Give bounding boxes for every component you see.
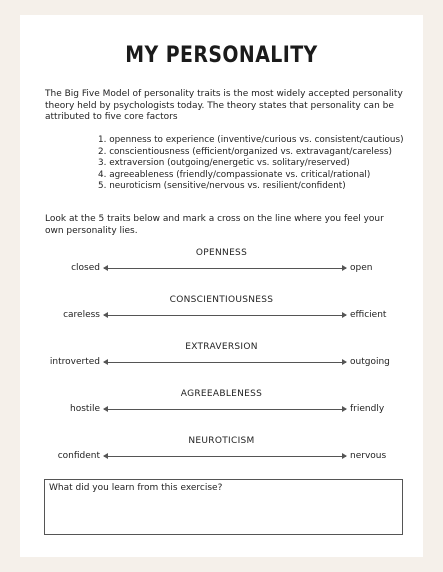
scale-low-label: introverted — [49, 357, 100, 367]
reflection-prompt: What did you learn from this exercise? — [49, 483, 223, 493]
rating-line[interactable] — [104, 456, 346, 457]
page-title: MY PERSONALITY — [125, 43, 318, 68]
rating-line[interactable] — [104, 409, 346, 410]
scale-high-label: open — [350, 263, 373, 273]
intro-paragraph: The Big Five Model of personality traits is the most widely accepted personality theory held by psychologists today. The theory states that personality can be attributed to five core factors — [45, 89, 403, 123]
trait-label: OPENNESS — [195, 248, 248, 258]
agreeableness-scale — [20, 389, 423, 419]
rating-line[interactable] — [104, 315, 346, 316]
rating-line[interactable] — [104, 268, 346, 269]
trait-label: AGREEABLENESS — [180, 389, 263, 399]
scale-high-label: friendly — [350, 404, 385, 414]
factor-item: 1. openness to experience (inventive/curious vs. consistent/cautious) — [98, 135, 404, 145]
scale-low-label: careless — [63, 310, 100, 320]
trait-label: EXTRAVERSION — [185, 342, 258, 352]
scale-high-label: efficient — [350, 310, 387, 320]
extraversion-scale — [20, 342, 423, 372]
openness-scale — [20, 248, 423, 278]
scale-high-label: nervous — [350, 451, 387, 461]
rating-line[interactable] — [104, 362, 346, 363]
trait-label: NEUROTICISM — [188, 436, 255, 446]
factor-item: 2. conscientiousness (efficient/organized vs. extravagant/careless) — [98, 146, 392, 157]
conscientiousness-scale — [20, 295, 423, 325]
factor-item: 5. neuroticism (sensitive/nervous vs. resilient/confident) — [98, 181, 346, 192]
instructions-paragraph: Look at the 5 traits below and mark a cross on the line where you feel your own personality lies. — [45, 214, 384, 236]
scale-low-label: confident — [57, 451, 100, 461]
scale-high-label: outgoing — [350, 357, 390, 367]
neuroticism-scale — [20, 436, 423, 466]
scale-low-label: closed — [71, 263, 100, 273]
trait-label: CONSCIENTIOUSNESS — [169, 295, 274, 305]
factor-item: 4. agreeableness (friendly/compassionate vs. critical/rational) — [98, 169, 371, 180]
factor-item: 3. extraversion (outgoing/energetic vs. solitary/reserved) — [98, 158, 350, 169]
factor-list — [98, 135, 418, 193]
worksheet-page — [20, 15, 423, 557]
reflection-box[interactable] — [44, 479, 403, 535]
scale-low-label: hostile — [70, 404, 100, 414]
